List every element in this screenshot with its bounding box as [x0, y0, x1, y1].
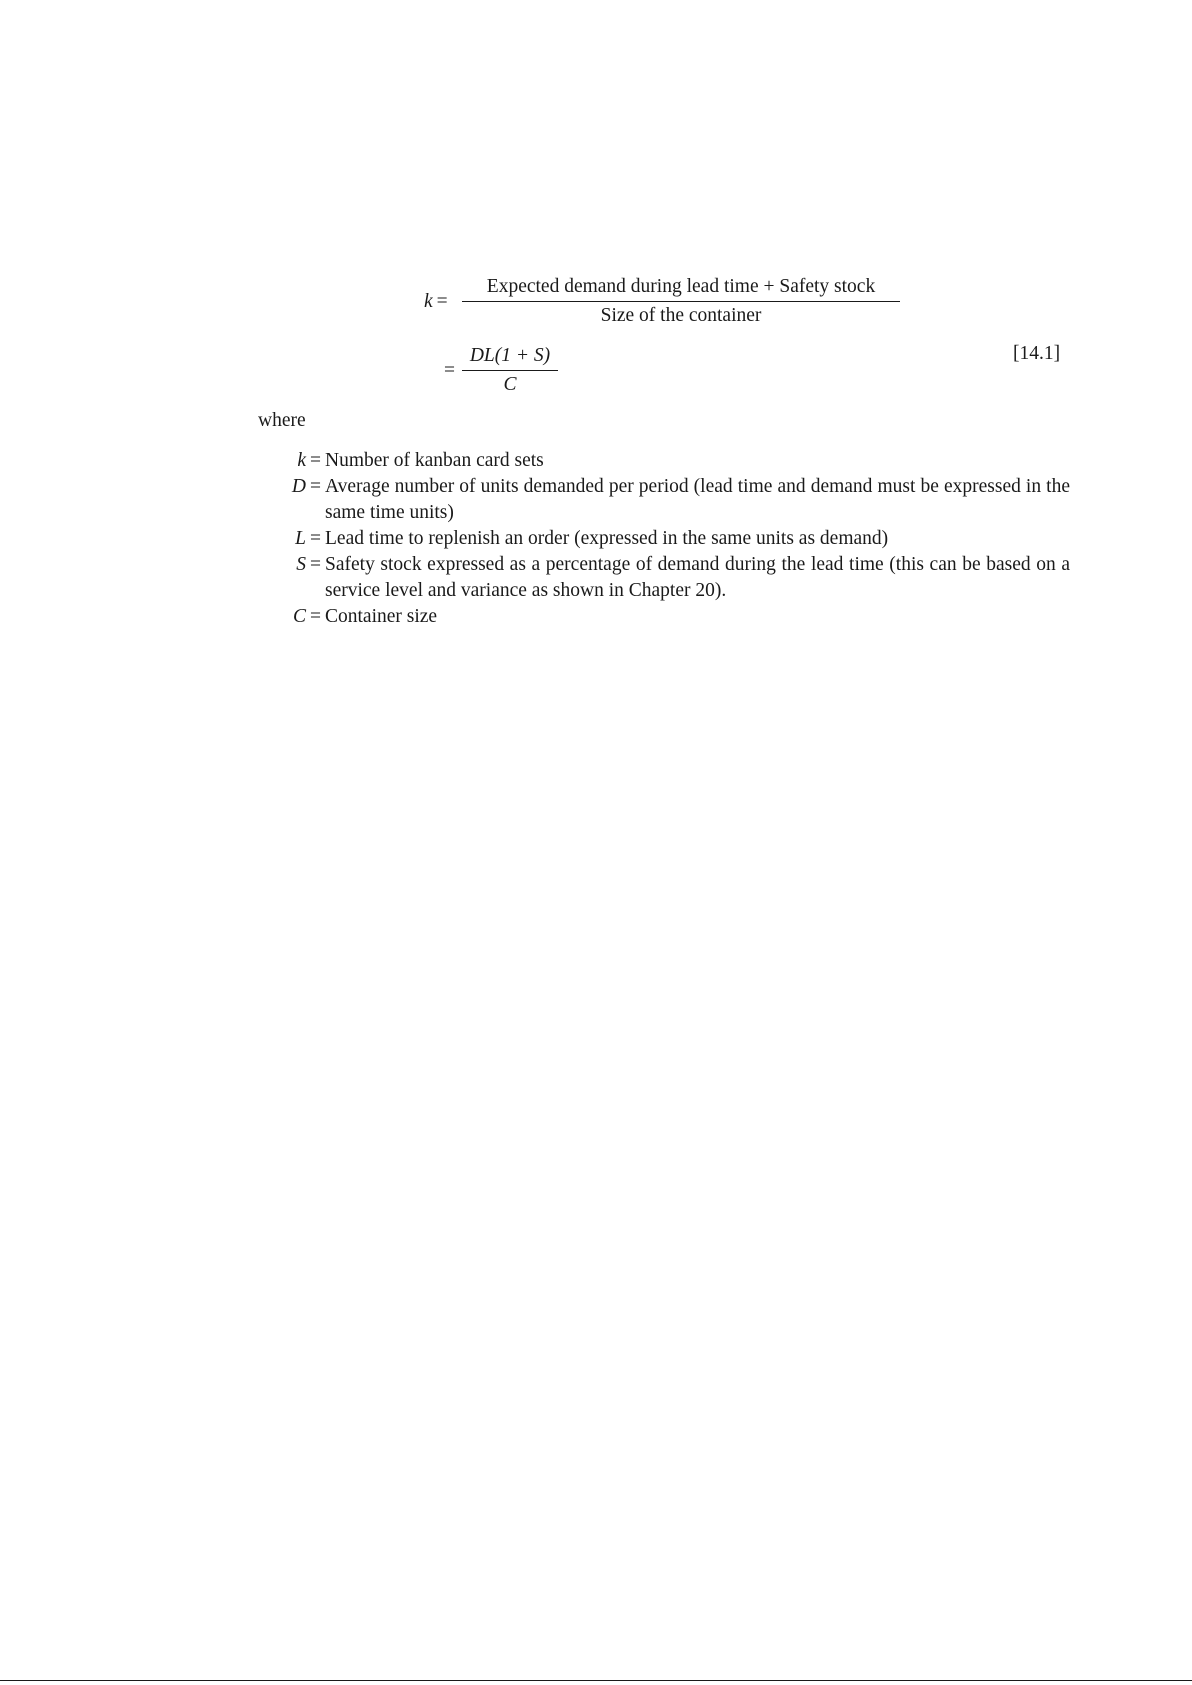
definition-symbol: S: [296, 554, 306, 575]
equation-line2-lhs: [444, 360, 455, 382]
fraction-2-denominator: C: [503, 374, 517, 395]
equation-lhs: [424, 291, 448, 313]
fraction-2-bar: [462, 370, 558, 371]
definition-text: Average number of units demanded per period (lead time and demand must be expressed in the same time units): [325, 476, 1070, 523]
definition-text: Container size: [325, 606, 438, 627]
lhs-variable: k: [424, 291, 433, 312]
definition-k: k = Number of kanban card sets: [258, 448, 1070, 474]
where-label: where: [258, 410, 306, 431]
definition-text: Lead time to replenish an order (expressed in the same units as demand): [325, 528, 889, 549]
fraction-1-denominator: Size of the container: [600, 305, 762, 326]
definition-l: L = Lead time to replenish an order (expressed in the same units as demand): [258, 526, 1070, 552]
definition-symbol: C: [292, 606, 306, 627]
definition-s: S = Safety stock expressed as a percentage of demand during the lead time (this can be based on a service level and variance as shown in Chapter 20).: [258, 552, 1070, 604]
fraction-1-numerator: Expected demand during lead time + Safety stock: [486, 276, 876, 297]
equation-fraction-1: [462, 275, 900, 328]
fraction-1-bar: [462, 301, 900, 302]
definitions-list: [258, 448, 1070, 630]
definition-symbol: k: [297, 450, 306, 471]
definition-text: Number of kanban card sets: [325, 450, 544, 471]
equation-number: [14.1]: [1013, 343, 1061, 364]
definition-c: C = Container size: [258, 604, 1070, 630]
fraction-2-numerator: DL(1 + S): [469, 345, 551, 366]
definition-symbol: L: [295, 528, 306, 549]
equals-sign: =: [436, 291, 448, 312]
page-bottom-rule: [0, 1680, 1192, 1681]
equals-sign-2: =: [444, 360, 455, 381]
equation-fraction-2: [462, 344, 558, 397]
definition-text: Safety stock expressed as a percentage of demand during the lead time (this can be based on a service level and variance as shown in Chapter 20).: [325, 554, 1070, 601]
definition-d: D = Average number of units demanded per period (lead time and demand must be expressed in the same time units): [258, 474, 1070, 526]
definition-symbol: D: [291, 476, 306, 497]
